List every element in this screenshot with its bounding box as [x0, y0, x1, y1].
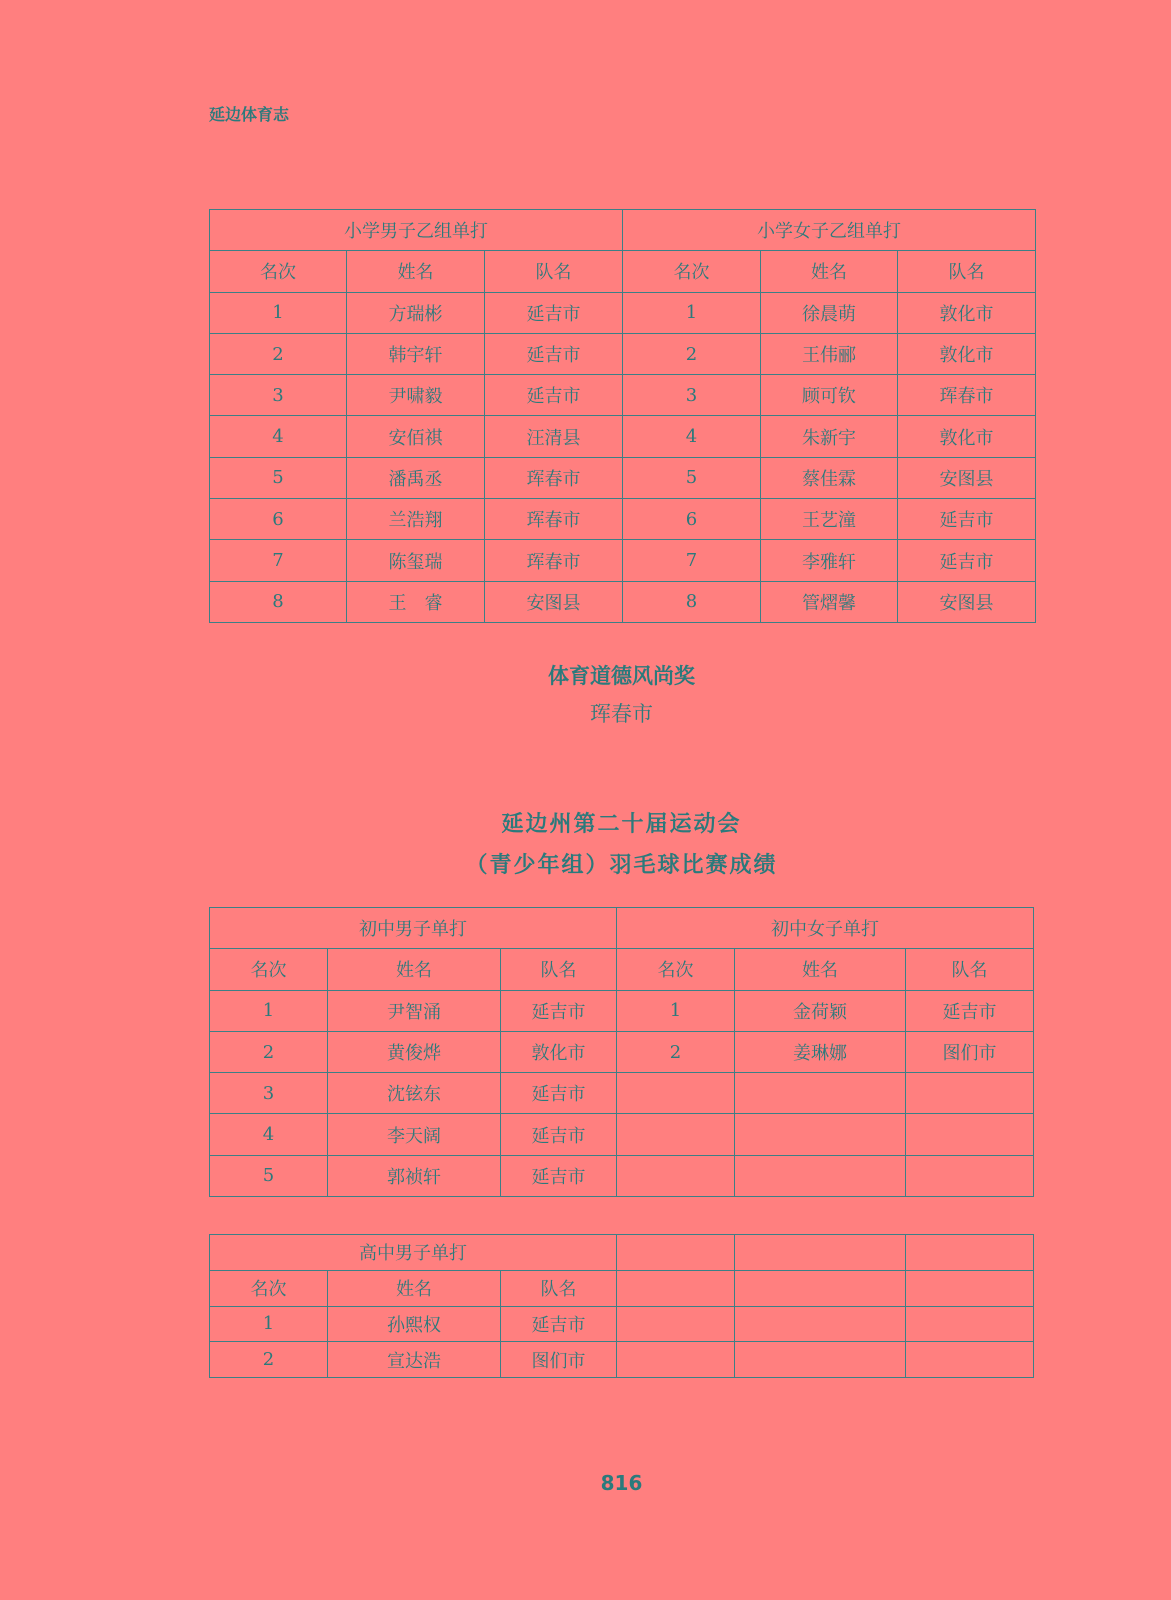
- table-cell: 安图县: [898, 457, 1036, 498]
- table-cell: 安佰祺: [347, 416, 485, 457]
- table-cell: 4: [210, 416, 347, 457]
- table-row: [210, 581, 1036, 622]
- empty-cell: [906, 1270, 1034, 1306]
- table-cell: 珲春市: [485, 457, 623, 498]
- table-cell: 王艺潼: [761, 499, 898, 540]
- col-team: 队名: [898, 251, 1036, 292]
- senior-high-singles-table: [209, 1234, 1034, 1378]
- table-cell: 3: [210, 375, 347, 416]
- table-cell: 韩宇轩: [347, 333, 485, 374]
- table-row: [210, 1031, 1034, 1072]
- girls-b-singles-title: 小学女子乙组单打: [623, 210, 1036, 251]
- col-rank: 名次: [617, 949, 735, 990]
- table-title-row: [210, 908, 1034, 949]
- col-rank: 名次: [210, 251, 347, 292]
- table-title-row: [210, 210, 1036, 251]
- table-cell: 延吉市: [898, 499, 1036, 540]
- table-cell: 2: [210, 333, 347, 374]
- sportsmanship-award-title: 体育道德风尚奖: [548, 664, 695, 688]
- table-cell: 方瑞彬: [347, 292, 485, 333]
- table-cell: 延吉市: [485, 375, 623, 416]
- table-cell: 6: [623, 499, 761, 540]
- empty-cell: [906, 1342, 1034, 1378]
- empty-cell: [617, 1342, 735, 1378]
- junior-boys-singles-title: 初中男子单打: [210, 908, 617, 949]
- junior-high-singles-table: [209, 907, 1034, 1197]
- table-cell: 延吉市: [485, 292, 623, 333]
- table-cell: 郭祯轩: [328, 1155, 501, 1196]
- empty-cell: [617, 1270, 735, 1306]
- table-row: [210, 990, 1034, 1031]
- table-cell: 金荷颖: [735, 990, 906, 1031]
- table-cell: 珲春市: [898, 375, 1036, 416]
- col-rank: 名次: [623, 251, 761, 292]
- table-row: [210, 499, 1036, 540]
- table-row: [210, 1114, 1034, 1155]
- table-cell: 敦化市: [898, 292, 1036, 333]
- table-cell: 5: [210, 1155, 328, 1196]
- table-cell: 蔡佳霖: [761, 457, 898, 498]
- table-cell: 珲春市: [485, 540, 623, 581]
- table-cell: 陈玺瑞: [347, 540, 485, 581]
- primary-b-singles-table: [209, 209, 1036, 623]
- col-team: 队名: [501, 949, 617, 990]
- table-cell: 图们市: [906, 1031, 1034, 1072]
- table-title-row: [210, 1235, 1034, 1271]
- table-cell: 延吉市: [501, 1306, 617, 1342]
- section-title-line2: （青少年组）羽毛球比赛成绩: [465, 852, 778, 878]
- col-name: 姓名: [328, 949, 501, 990]
- table-row: [210, 540, 1036, 581]
- table-header-row: [210, 949, 1034, 990]
- table-cell: [735, 1155, 906, 1196]
- table-cell: 7: [210, 540, 347, 581]
- table-cell: 王 睿: [347, 581, 485, 622]
- table-cell: 8: [210, 581, 347, 622]
- junior-girls-singles-title: 初中女子单打: [617, 908, 1034, 949]
- table-cell: 6: [210, 499, 347, 540]
- table-cell: 顾可钦: [761, 375, 898, 416]
- col-team: 队名: [485, 251, 623, 292]
- table-cell: 2: [623, 333, 761, 374]
- table-cell: 管熠馨: [761, 581, 898, 622]
- table-cell: [735, 1073, 906, 1114]
- sportsmanship-award-team: 珲春市: [590, 702, 653, 726]
- table-cell: 1: [623, 292, 761, 333]
- table-cell: 延吉市: [906, 990, 1034, 1031]
- table-cell: 4: [210, 1114, 328, 1155]
- table-row: [210, 1073, 1034, 1114]
- table-cell: 1: [210, 292, 347, 333]
- table-cell: 1: [617, 990, 735, 1031]
- table-row: [210, 333, 1036, 374]
- table-cell: 图们市: [501, 1342, 617, 1378]
- table-cell: [617, 1155, 735, 1196]
- col-name: 姓名: [328, 1270, 501, 1306]
- table-cell: 敦化市: [898, 333, 1036, 374]
- table-cell: 尹啸毅: [347, 375, 485, 416]
- table-cell: 延吉市: [501, 1114, 617, 1155]
- table-cell: [906, 1155, 1034, 1196]
- table-cell: 延吉市: [898, 540, 1036, 581]
- empty-cell: [617, 1235, 735, 1271]
- table-cell: 5: [623, 457, 761, 498]
- table-cell: 黄俊烨: [328, 1031, 501, 1072]
- col-name: 姓名: [735, 949, 906, 990]
- table-header-row: [210, 251, 1036, 292]
- table-cell: 敦化市: [898, 416, 1036, 457]
- table-cell: 延吉市: [501, 1155, 617, 1196]
- empty-cell: [735, 1306, 906, 1342]
- col-rank: 名次: [210, 1270, 328, 1306]
- empty-cell: [906, 1306, 1034, 1342]
- empty-cell: [906, 1235, 1034, 1271]
- table-cell: 朱新宇: [761, 416, 898, 457]
- table-cell: 安图县: [485, 581, 623, 622]
- empty-cell: [617, 1306, 735, 1342]
- table-cell: 兰浩翔: [347, 499, 485, 540]
- table-cell: 尹智涌: [328, 990, 501, 1031]
- table-cell: [735, 1114, 906, 1155]
- table-body: [210, 990, 1034, 1196]
- boys-b-singles-title: 小学男子乙组单打: [210, 210, 623, 251]
- col-team: 队名: [501, 1270, 617, 1306]
- table-cell: 2: [617, 1031, 735, 1072]
- senior-boys-singles-title: 高中男子单打: [210, 1235, 617, 1271]
- section-title-line1: 延边州第二十届运动会: [501, 811, 742, 837]
- table-cell: 延吉市: [485, 333, 623, 374]
- table-cell: 3: [210, 1073, 328, 1114]
- col-rank: 名次: [210, 949, 328, 990]
- table-row: [210, 1342, 1034, 1378]
- table-cell: 宣达浩: [328, 1342, 501, 1378]
- table-cell: 5: [210, 457, 347, 498]
- table-cell: 敦化市: [501, 1031, 617, 1072]
- table-row: [210, 1155, 1034, 1196]
- table-cell: 8: [623, 581, 761, 622]
- page-number: 816: [600, 1471, 643, 1495]
- table-cell: 延吉市: [501, 990, 617, 1031]
- empty-cell: [735, 1342, 906, 1378]
- table-body: [210, 1306, 1034, 1378]
- col-name: 姓名: [347, 251, 485, 292]
- table-cell: [906, 1073, 1034, 1114]
- running-header: 延边体育志: [209, 105, 290, 124]
- table-cell: 2: [210, 1342, 328, 1378]
- table-cell: 李天阔: [328, 1114, 501, 1155]
- table-cell: 姜琳娜: [735, 1031, 906, 1072]
- table-row: [210, 292, 1036, 333]
- table-cell: 3: [623, 375, 761, 416]
- table-cell: [617, 1073, 735, 1114]
- table-cell: 孙熙权: [328, 1306, 501, 1342]
- table-cell: 徐晨萌: [761, 292, 898, 333]
- empty-cell: [735, 1270, 906, 1306]
- table-cell: 2: [210, 1031, 328, 1072]
- empty-cell: [735, 1235, 906, 1271]
- table-cell: 潘禹丞: [347, 457, 485, 498]
- table-row: [210, 375, 1036, 416]
- table-body: [210, 292, 1036, 622]
- table-cell: 安图县: [898, 581, 1036, 622]
- col-name: 姓名: [761, 251, 898, 292]
- table-row: [210, 1306, 1034, 1342]
- table-cell: 珲春市: [485, 499, 623, 540]
- table-cell: 延吉市: [501, 1073, 617, 1114]
- table-cell: 李雅轩: [761, 540, 898, 581]
- table-cell: 4: [623, 416, 761, 457]
- table-cell: [617, 1114, 735, 1155]
- table-cell: 沈铉东: [328, 1073, 501, 1114]
- table-cell: 7: [623, 540, 761, 581]
- table-cell: 王伟郦: [761, 333, 898, 374]
- table-row: [210, 457, 1036, 498]
- col-team: 队名: [906, 949, 1034, 990]
- table-header-row: [210, 1270, 1034, 1306]
- table-cell: [906, 1114, 1034, 1155]
- table-cell: 1: [210, 1306, 328, 1342]
- table-row: [210, 416, 1036, 457]
- table-cell: 1: [210, 990, 328, 1031]
- table-cell: 汪清县: [485, 416, 623, 457]
